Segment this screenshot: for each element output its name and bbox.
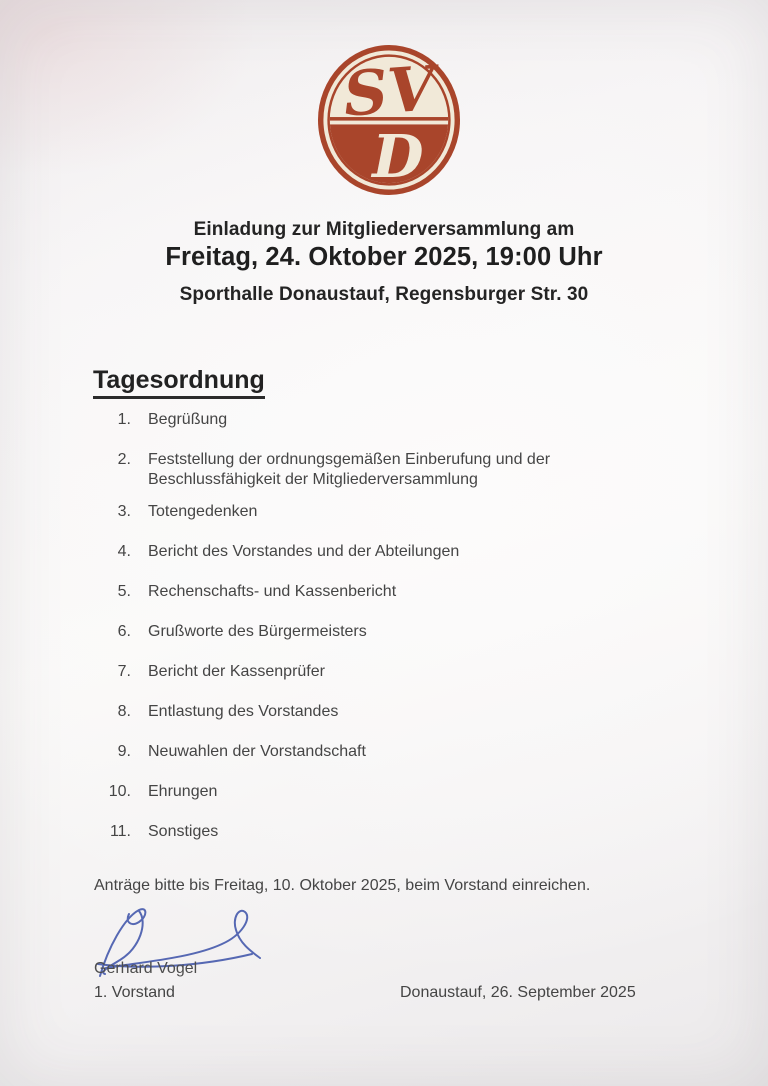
- club-logo-graphic: [317, 44, 461, 196]
- agenda-item: [94, 582, 674, 602]
- agenda-item-text: Bericht der Kassenprüfer: [148, 663, 325, 680]
- agenda-item: [94, 662, 674, 682]
- agenda-item-number: 9.: [117, 743, 131, 760]
- agenda-item: [94, 502, 674, 522]
- agenda-item: [94, 450, 674, 490]
- agenda-item: [94, 782, 674, 802]
- agenda-item-number: 4.: [117, 543, 131, 560]
- agenda-item-number: 10.: [108, 783, 131, 800]
- agenda-item: [94, 822, 674, 842]
- club-logo: [317, 44, 461, 196]
- agenda-item-text: Grußworte des Bürgermeisters: [148, 623, 367, 640]
- signer-name: Gerhard Vogel: [94, 960, 198, 977]
- agenda-item-number: 8.: [117, 703, 131, 720]
- agenda-item-text: Entlastung des Vorstandes: [148, 703, 339, 720]
- submission-deadline-note: Anträge bitte bis Freitag, 10. Oktober 2025, beim Vorstand einreichen.: [94, 877, 591, 894]
- place-and-date: Donaustauf, 26. September 2025: [400, 984, 636, 1001]
- agenda-item-text: Bericht des Vorstandes und der Abteilungen: [148, 543, 460, 560]
- agenda-item-text: Ehrungen: [148, 783, 218, 800]
- agenda-item: [94, 542, 674, 562]
- agenda-item-text: Rechenschafts- und Kassenbericht: [148, 583, 397, 600]
- agenda-item-text: Feststellung der ordnungsgemäßen Einberufung und der Beschlussfähigkeit der Mitgliederversammlung: [148, 451, 551, 488]
- agenda-item-number: 3.: [117, 503, 131, 520]
- agenda-item-text: Sonstiges: [148, 823, 219, 840]
- agenda-item: [94, 742, 674, 762]
- event-location-line: Sporthalle Donaustauf, Regensburger Str. 30: [179, 284, 589, 305]
- agenda-heading: Tagesordnung: [93, 366, 265, 399]
- agenda-item-text: Totengedenken: [148, 503, 258, 520]
- invitation-title-line: Einladung zur Mitgliederversammlung am: [193, 219, 575, 240]
- agenda-item: [94, 702, 674, 722]
- agenda-item-number: 2.: [117, 451, 131, 468]
- logo-bottom-letter: D: [372, 121, 424, 192]
- agenda-item-text: Neuwahlen der Vorstandschaft: [148, 743, 366, 760]
- event-date-time-line: Freitag, 24. Oktober 2025, 19:00 Uhr: [165, 243, 603, 271]
- agenda-list: [94, 410, 674, 862]
- agenda-item-number: 6.: [117, 623, 131, 640]
- agenda-item-text: Begrüßung: [148, 411, 228, 428]
- agenda-item: [94, 622, 674, 642]
- agenda-item-number: 5.: [117, 583, 131, 600]
- agenda-item-number: 1.: [117, 411, 131, 428]
- signer-role: 1. Vorstand: [94, 984, 175, 1001]
- agenda-item-number: 7.: [117, 663, 131, 680]
- agenda-item-number: 11.: [109, 823, 131, 840]
- agenda-item: [94, 410, 674, 430]
- logo-top-letters: SV: [341, 53, 438, 131]
